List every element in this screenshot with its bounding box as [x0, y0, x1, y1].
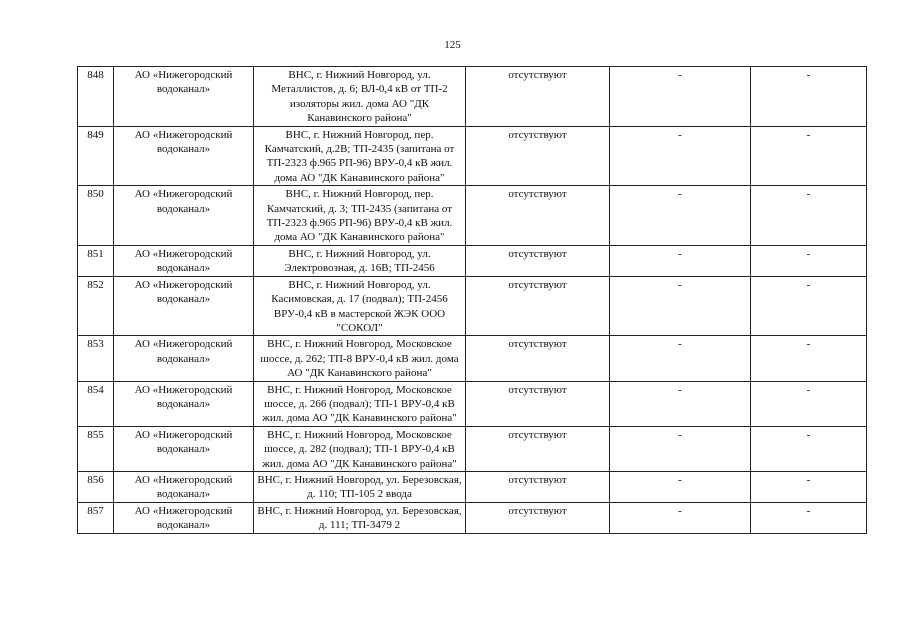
organization-cell: АО «Нижегородский водоканал»: [114, 67, 254, 127]
organization-cell: АО «Нижегородский водоканал»: [114, 381, 254, 426]
row-number-cell: 851: [78, 245, 114, 276]
object-description-cell: ВНС, г. Нижний Новгород, Московское шоссе, д. 282 (подвал); ТП-1 ВРУ-0,4 кВ жил. дома АО "ДК Канавинского района": [254, 426, 466, 471]
status-cell: отсутствуют: [466, 276, 610, 336]
status-cell: отсутствуют: [466, 245, 610, 276]
table-row: [78, 502, 867, 533]
status-cell: отсутствуют: [466, 502, 610, 533]
status-cell: отсутствуют: [466, 186, 610, 246]
value-cell-5: -: [610, 471, 751, 502]
table-row: [78, 245, 867, 276]
organization-cell: АО «Нижегородский водоканал»: [114, 471, 254, 502]
table-row: [78, 126, 867, 186]
object-description-cell: ВНС, г. Нижний Новгород, ул. Березовская, д. 111; ТП-3479 2: [254, 502, 466, 533]
object-description-cell: ВНС, г. Нижний Новгород, ул. Металлистов, д. 6; ВЛ-0,4 кВ от ТП-2 изоляторы жил. дома АО "ДК Канавинского района": [254, 67, 466, 127]
object-description-cell: ВНС, г. Нижний Новгород, ул. Электровозная, д. 16В; ТП-2456: [254, 245, 466, 276]
table-body: [78, 67, 867, 534]
row-number-cell: 857: [78, 502, 114, 533]
value-cell-5: -: [610, 276, 751, 336]
status-cell: отсутствуют: [466, 471, 610, 502]
value-cell-5: -: [610, 381, 751, 426]
value-cell-5: -: [610, 67, 751, 127]
value-cell-6: -: [751, 276, 867, 336]
row-number-cell: 855: [78, 426, 114, 471]
object-description-cell: ВНС, г. Нижний Новгород, пер. Камчатский, д. 3; ТП-2435 (запитана от ТП-2323 ф.965 РП-96) ВРУ-0,4 кВ жил. дома АО "ДК Канавинского района": [254, 186, 466, 246]
table-row: [78, 381, 867, 426]
status-cell: отсутствуют: [466, 426, 610, 471]
row-number-cell: 854: [78, 381, 114, 426]
object-description-cell: ВНС, г. Нижний Новгород, ул. Березовская, д. 110; ТП-105 2 ввода: [254, 471, 466, 502]
organization-cell: АО «Нижегородский водоканал»: [114, 126, 254, 186]
value-cell-6: -: [751, 186, 867, 246]
row-number-cell: 850: [78, 186, 114, 246]
value-cell-6: -: [751, 67, 867, 127]
status-cell: отсутствуют: [466, 381, 610, 426]
object-description-cell: ВНС, г. Нижний Новгород, ул. Касимовская, д. 17 (подвал); ТП-2456 ВРУ-0,4 кВ в мастерской ЖЭК ООО "СОКОЛ": [254, 276, 466, 336]
organization-cell: АО «Нижегородский водоканал»: [114, 426, 254, 471]
object-description-cell: ВНС, г. Нижний Новгород, пер. Камчатский, д.2В; ТП-2435 (запитана от ТП-2323 ф.965 РП-96) ВРУ-0,4 кВ жил. дома АО "ДК Канавинского района": [254, 126, 466, 186]
status-cell: отсутствуют: [466, 336, 610, 381]
value-cell-5: -: [610, 126, 751, 186]
organization-cell: АО «Нижегородский водоканал»: [114, 502, 254, 533]
status-cell: отсутствуют: [466, 67, 610, 127]
status-cell: отсутствуют: [466, 126, 610, 186]
row-number-cell: 848: [78, 67, 114, 127]
organization-cell: АО «Нижегородский водоканал»: [114, 245, 254, 276]
table-row: [78, 276, 867, 336]
organization-cell: АО «Нижегородский водоканал»: [114, 186, 254, 246]
value-cell-5: -: [610, 245, 751, 276]
document-table: [77, 66, 867, 534]
object-description-cell: ВНС, г. Нижний Новгород, Московское шоссе, д. 262; ТП-8 ВРУ-0,4 кВ жил. дома АО "ДК Канавинского района": [254, 336, 466, 381]
value-cell-6: -: [751, 426, 867, 471]
table-row: [78, 471, 867, 502]
value-cell-6: -: [751, 245, 867, 276]
table-row: [78, 336, 867, 381]
value-cell-5: -: [610, 502, 751, 533]
value-cell-6: -: [751, 471, 867, 502]
table-row: [78, 426, 867, 471]
value-cell-5: -: [610, 186, 751, 246]
value-cell-6: -: [751, 126, 867, 186]
row-number-cell: 852: [78, 276, 114, 336]
value-cell-6: -: [751, 336, 867, 381]
object-description-cell: ВНС, г. Нижний Новгород, Московское шоссе, д. 266 (подвал); ТП-1 ВРУ-0,4 кВ жил. дома АО "ДК Канавинского района": [254, 381, 466, 426]
row-number-cell: 856: [78, 471, 114, 502]
row-number-cell: 849: [78, 126, 114, 186]
organization-cell: АО «Нижегородский водоканал»: [114, 276, 254, 336]
page-number: 125: [444, 39, 461, 51]
organization-cell: АО «Нижегородский водоканал»: [114, 336, 254, 381]
row-number-cell: 853: [78, 336, 114, 381]
value-cell-5: -: [610, 426, 751, 471]
value-cell-6: -: [751, 502, 867, 533]
table-row: [78, 67, 867, 127]
table-row: [78, 186, 867, 246]
value-cell-6: -: [751, 381, 867, 426]
value-cell-5: -: [610, 336, 751, 381]
